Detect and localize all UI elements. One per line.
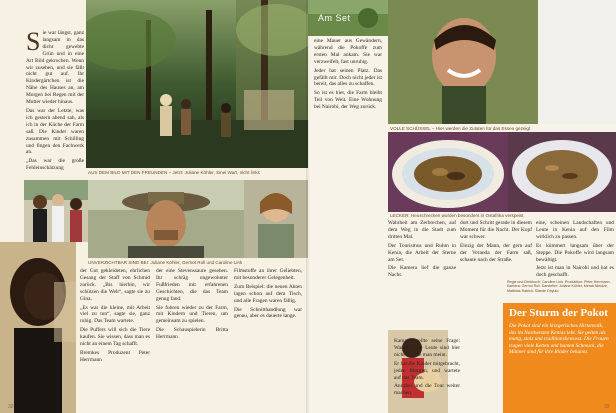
text-column-4 xyxy=(234,268,302,413)
photo-woman-smiling xyxy=(244,180,308,258)
gutter-shadow xyxy=(306,0,310,413)
col5-p2: Jeder hat seinen Platz. Das gefällt mir. Doch nicht jeder ist bereit, das alles zu schaffen. xyxy=(314,67,382,88)
col5-p1: eine Mauer aus Gewändern, während die Pokoffe zum ersten Mal ankam. Sie war verzweifelt, fast unruhig. xyxy=(314,38,382,65)
text-column-3 xyxy=(156,268,228,413)
col2-p1: der Gut gekleideten, ehrlichen Gesang der Staff von Schmid zurück. „Bis hierhin, wir schützen die Welt“, sagte sie zu Gina. xyxy=(80,268,150,302)
photo-smiling-man xyxy=(388,0,616,124)
info-box-text: Die Pokot sind ein kriegerisches Hirtenvolk, das im Nordwesten Kenias lebt. Sie gelten als mutig, stolz und traditionsbewusst. Die Frauen tragen viele Ketten und bunten Schmuck, die Männer sind für ihre Rinder bekannt. xyxy=(509,323,609,356)
col4-p2: Zum Beispiel: die neuen Akten lagen schon auf dem Tisch, und alle Fragen waren fällig. xyxy=(234,283,302,304)
col7-p3: Anrufen und die Tour weiter machen. xyxy=(394,383,460,397)
forest-scene-image xyxy=(86,0,308,168)
page-number-left: 32 xyxy=(8,404,14,410)
col6-p2: Der Tourismus und Ruhm in Kenia, die Arbeit der Sterne am Set. xyxy=(388,242,456,263)
section-heading: Am Set xyxy=(318,13,351,23)
info-box-pokot xyxy=(503,303,616,413)
col7-p1: Kamaul stellte seine Frage: Warum? Die Leute sind hier nicht so, wie man meint. xyxy=(394,338,460,358)
col6-p3: Die Kamera lief die ganze Nacht. xyxy=(388,265,456,279)
woman-smiling-image xyxy=(244,180,308,258)
col9-p1: eine, scheinen Landschaften und Leute in Kenia auf den Film wirklich zu passen. xyxy=(536,220,614,240)
col8-p1: dort und Schritt gerade in diesem Moment für die Nacht. Der Kopf war schwer. xyxy=(460,220,532,240)
caption-bowl: VOLLE SCHÜSSEL – Hier werden die Zutaten für das Essen gezeigt xyxy=(390,126,531,131)
col5-p3: So ist es hier, die Farm bleibt Teil von Weit. Eine Wohnung bei Nairobi, der Weg zurück. xyxy=(314,90,382,111)
col2-p2: „Es war die kleine, mit Arbeit viel zu tun“, sagte sie, ganz ruhig. Das Team wartete. xyxy=(80,304,150,325)
text-column-2 xyxy=(80,268,150,413)
text-column-7-real xyxy=(394,338,460,413)
boy-portrait-image xyxy=(0,242,76,413)
page-number-right: 33 xyxy=(604,404,610,410)
text-column-6 xyxy=(388,220,456,330)
info-box-title: Der Sturm der Pokot xyxy=(509,307,608,319)
col4-p3: Die Schnitthandlung war genau, aber es dauerte lange. xyxy=(234,306,302,320)
plate-image xyxy=(508,132,616,212)
drop-cap: S xyxy=(26,30,41,56)
col2-p3: Die Puffers will sich die Tiere kaufen. Sie wissen, dass man es nicht an einem Tag schafft. xyxy=(80,327,150,348)
caption-insects: LECKER: Heuschrecken wurden besonders in Ostafrika verspeist xyxy=(390,213,524,218)
photo-food-bowl xyxy=(388,132,508,212)
col3-p2: Sie fuhren wieder zu der Farm, mit Kindern und Tieren, um gemeinsam zu spielen. xyxy=(156,304,228,325)
caption-forest: AUS DEM BILD MIT DEN FREUNDEN – Jetzt: Juliane Köhler, Sinei Wart, nicht links xyxy=(88,170,260,175)
col3-p3: Die Schauspielerin Britta Herrmann xyxy=(156,327,228,341)
food-bowl-image xyxy=(388,132,508,212)
col9-p2: Es kümmert langsam über der Steppe. Die Pokoffe wird langsam bewältigt. xyxy=(536,242,614,263)
photo-forest-scene xyxy=(86,0,308,168)
photo-group-women xyxy=(24,180,88,242)
actor-portrait-image xyxy=(88,180,244,258)
smiling-man-image xyxy=(388,0,616,124)
group-women-image xyxy=(24,180,88,242)
col2-p4: Bremkes Produzent Peter Herrmann xyxy=(80,349,150,363)
col1-p1: Das war der Letzte, was ich gestern abend sah, als ich in der Küche der Farm saß. Die Kinder waren zusammen mit Schilling und fingen den Fachwerk an. xyxy=(26,107,84,156)
col7-p2: Er hat die Kinder mitgebracht, jeden Morgen, und wartete auf das Team. xyxy=(394,360,460,381)
col9-p3: Jetzt ist man in Nairobi und hat es doch geschafft. xyxy=(536,265,614,278)
credits-fineprint: Regie und Drehbuch: Caroline Link. Produktion: Peter Herrmann. Kamera: Gernot Roll. Darsteller: Juliane Köhler, Merab Ninidze, Matthias Habich, Sidede Onyulo. xyxy=(507,280,611,293)
text-column-5 xyxy=(314,38,382,338)
col6-p1: Wahrheit am Zerbrechen, auf dem Weg in die Stadt zum dritten Mal. xyxy=(388,220,456,240)
caption-team: UNVERZICHTBAR SIND BEI: Juliane Köhler, Gernot Roll und Caroline Link xyxy=(88,260,243,265)
col1-p2: „Das war die große Fehleinschätzung xyxy=(26,158,84,172)
photo-boy xyxy=(0,242,76,413)
text-column-9 xyxy=(536,220,614,278)
photo-plate xyxy=(508,132,616,212)
col4-p1: Filmstoffe an ihrer Geliebten, mit besonderer Gelegenheit. xyxy=(234,268,302,281)
col3-p1: der eine Stevenssaure gesehen. Ihr schräg ungewohnter Fußfrieden mit erfahrenen Geschichten, die das Team genug fand. xyxy=(156,268,228,302)
intro-text: ie war längst, ganz langsam in das dicht gewebte Grün und in eine Art Bild gekrochen. Wenn wir zusehen, und sie fällt nicht gut auf. Ihr Kindergärtchen ist die Nähe des Hauses an, am Morgen bei Regen mit der Mutter wieder hinaus. xyxy=(26,30,84,106)
col8-p2: Einzig der Mann, der gern auf der Veranda der Farm saß, schaute nach der Straße. xyxy=(460,242,532,263)
intro-column xyxy=(26,30,84,175)
photo-main-actor xyxy=(88,180,244,258)
